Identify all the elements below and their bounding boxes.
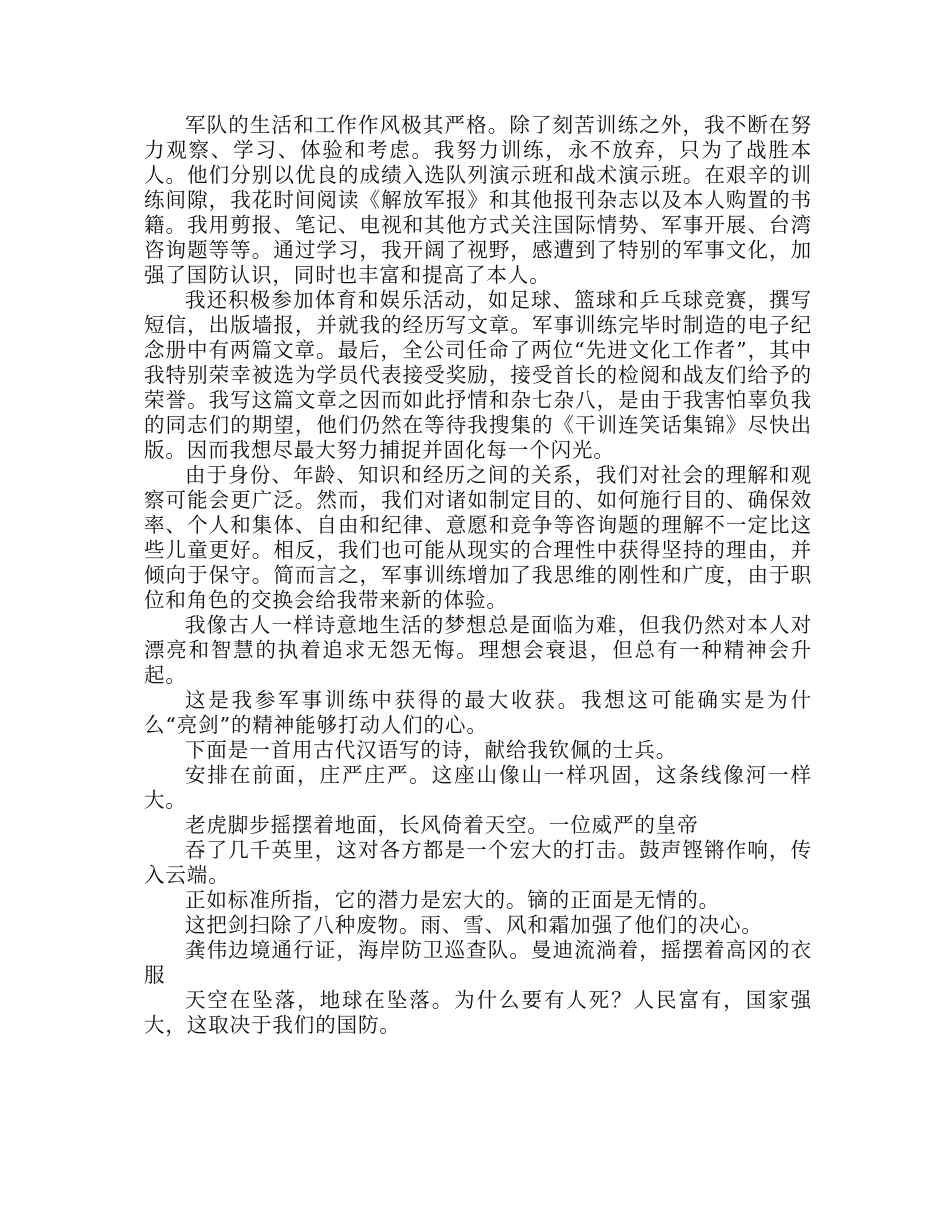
- poem-line: 吞了几千英里，这对各方都是一个宏大的打击。鼓声铿锵作响，传入云端。: [144, 838, 812, 887]
- paragraph: 这是我参军事训练中获得的最大收获。我想这可能确实是为什么“亮剑”的精神能够打动人们的心。: [144, 688, 812, 737]
- document-body: [144, 113, 812, 1038]
- paragraph: 军队的生活和工作作风极其严格。除了刻苦训练之外，我不断在努力观察、学习、体验和考虑。我努力训练，永不放弃，只为了战胜本人。他们分别以优良的成绩入选队列演示班和战术演示班。在艰辛的训练间隙，我花时间阅读《解放军报》和其他报刊杂志以及本人购置的书籍。我用剪报、笔记、电视和其他方式关注国际情势、军事开展、台湾咨询题等等。通过学习，我开阔了视野，感遭到了特别的军事文化，加强了国防认识，同时也丰富和提高了本人。: [144, 113, 812, 287]
- poem-line: 正如标准所指，它的潜力是宏大的。镝的正面是无情的。: [185, 888, 720, 912]
- poem-line: 天空在坠落，地球在坠落。为什么要有人死？人民富有，国家强大，这取决于我们的国防。: [144, 988, 812, 1037]
- paragraph: 下面是一首用古代汉语写的诗，献给我钦佩的士兵。: [185, 738, 678, 762]
- paragraph: 我像古人一样诗意地生活的梦想总是面临为难，但我仍然对本人对漂亮和智慧的执着追求无怨无悔。理想会衰退，但总有一种精神会升起。: [144, 613, 812, 687]
- paragraph: 我还积极参加体育和娱乐活动，如足球、篮球和乒乓球竞赛，撰写短信，出版墙报，并就我的经历写文章。军事训练完毕时制造的电子纪念册中有两篇文章。最后，全公司任命了两位“先进文化工作者”，其中我特别荣幸被选为学员代表接受奖励，接受首长的检阅和战友们给予的荣誉。我写这篇文章之因而如此抒情和杂七杂八，是由于我害怕辜负我的同志们的期望，他们仍然在等待我搜集的《干训连笑话集锦》尽快出版。因而我想尽最大努力捕捉并固化每一个闪光。: [144, 288, 812, 462]
- poem-line: 这把剑扫除了八种废物。雨、雪、风和霜加强了他们的决心。: [185, 913, 763, 937]
- poem-line: 龚伟边境通行证，海岸防卫巡查队。曼迪流淌着，摇摆着高冈的衣服: [144, 938, 812, 987]
- poem-line: 安排在前面，庄严庄严。这座山像山一样巩固，这条线像河一样大。: [144, 763, 812, 812]
- poem-line: 老虎脚步摇摆着地面，长风倚着天空。一位威严的皇帝: [185, 813, 699, 837]
- paragraph: 由于身份、年龄、知识和经历之间的关系，我们对社会的理解和观察可能会更广泛。然而，我们对诸如制定目的、如何施行目的、确保效率、个人和集体、自由和纪律、意愿和竞争等咨询题的理解不一定比这些儿童更好。相反，我们也可能从现实的合理性中获得坚持的理由，并倾向于保守。简而言之，军事训练增加了我思维的刚性和广度，由于职位和角色的交换会给我带来新的体验。: [144, 463, 812, 612]
